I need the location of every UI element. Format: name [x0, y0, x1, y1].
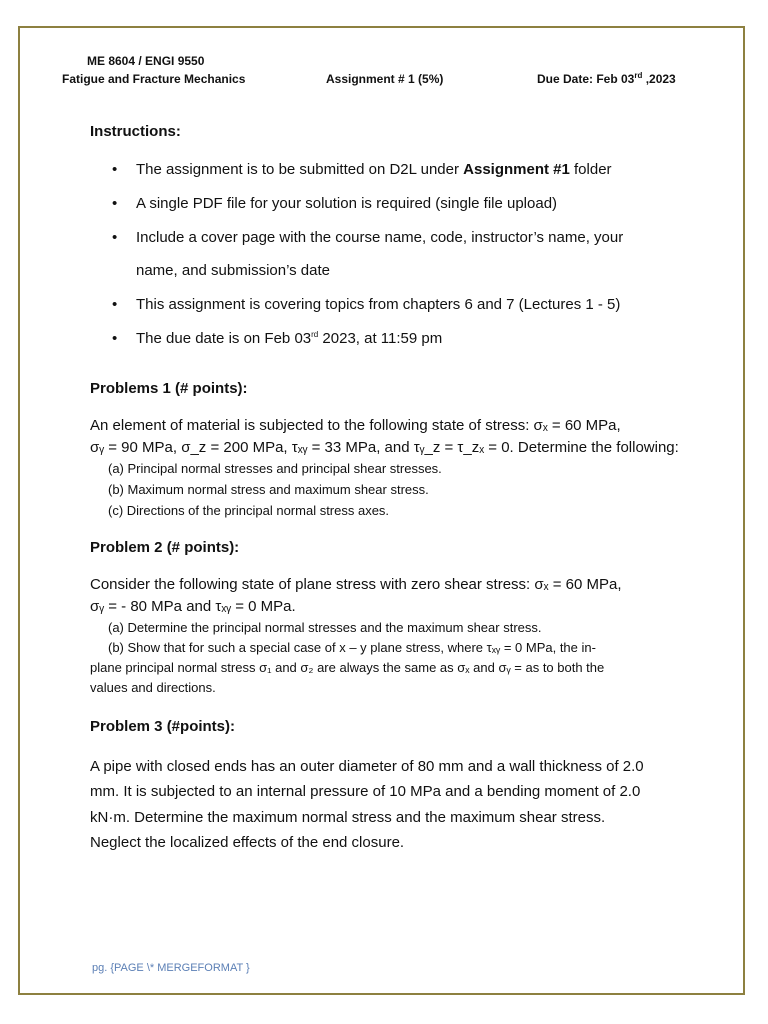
problem2-part-b: (b) Show that for such a special case of x – y plane stress, where τₓᵧ = 0 MPa, the in- — [108, 640, 596, 655]
page-number-field: pg. {PAGE \* MERGEFORMAT } — [92, 962, 250, 974]
due-date: Due Date: Feb 03rd ,2023 — [537, 71, 676, 86]
problem3-line: mm. It is subjected to an internal pressure of 10 MPa and a bending moment of 2.0 — [90, 783, 641, 800]
course-name: Fatigue and Fracture Mechanics — [62, 72, 246, 86]
instruction-item: • A single PDF file for your solution is required (single file upload) — [112, 193, 692, 215]
instruction-item: • This assignment is covering topics from chapters 6 and 7 (Lectures 1 - 5) — [112, 294, 692, 316]
problem2-body — [90, 574, 690, 698]
problem2-part-a: (a) Determine the principal normal stresses and the maximum shear stress. — [108, 620, 542, 635]
instructions-list — [112, 159, 692, 350]
problem1-body — [90, 415, 690, 521]
problem1-line: An element of material is subjected to the following state of stress: σₓ = 60 MPa, — [90, 417, 621, 434]
problem1-line: σᵧ = 90 MPa, σ_z = 200 MPa, τₓᵧ = 33 MPa, and τᵧ_z = τ_zₓ = 0. Determine the following: — [90, 439, 679, 456]
course-code: ME 8604 / ENGI 9550 — [87, 54, 205, 68]
problem3-body — [90, 756, 690, 854]
problem3-line: A pipe with closed ends has an outer diameter of 80 mm and a wall thickness of 2.0 — [90, 758, 644, 775]
problem2-part-b-cont: plane principal normal stress σ₁ and σ₂ are always the same as σₓ and σᵧ = as to both the — [90, 660, 605, 675]
problem1-part-c: (c) Directions of the principal normal stress axes. — [108, 503, 390, 518]
problem2-part-b-cont: values and directions. — [90, 680, 216, 695]
problem3-line: Neglect the localized effects of the end closure. — [90, 834, 405, 851]
problem2-line: Consider the following state of plane stress with zero shear stress: σₓ = 60 MPa, — [90, 576, 622, 593]
instruction-item: • Include a cover page with the course name, code, instructor’s name, your name, and submission’s date — [112, 227, 692, 282]
problem3-line: kN·m. Determine the maximum normal stress and the maximum shear stress. — [90, 809, 606, 826]
problem1-part-b: (b) Maximum normal stress and maximum shear stress. — [108, 482, 429, 497]
problem1-heading: Problems 1 (# points): — [90, 380, 248, 397]
assignment-title: Assignment # 1 (5%) — [326, 72, 444, 86]
instruction-item: • The assignment is to be submitted on D2L under Assignment #1 folder — [112, 159, 692, 181]
instruction-item: • The due date is on Feb 03rd 2023, at 11:59 pm — [112, 328, 692, 350]
problem2-heading: Problem 2 (# points): — [90, 539, 240, 556]
instructions-heading: Instructions: — [90, 123, 181, 140]
problem2-line: σᵧ = - 80 MPa and τₓᵧ = 0 MPa. — [90, 598, 296, 615]
problem1-part-a: (a) Principal normal stresses and principal shear stresses. — [108, 461, 442, 476]
problem3-heading: Problem 3 (#points): — [90, 718, 236, 735]
